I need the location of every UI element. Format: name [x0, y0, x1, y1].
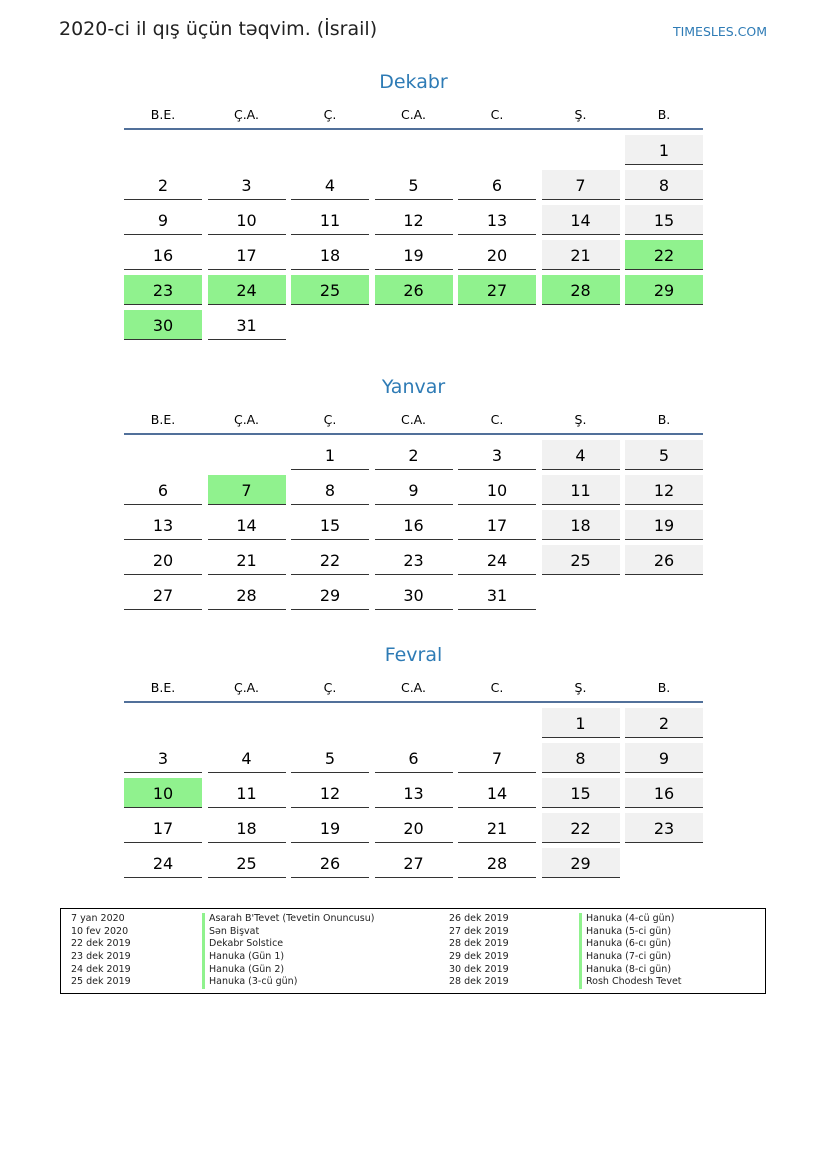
legend-holiday-name: Hanuka (4-cü gün) [579, 913, 682, 926]
day-cell: 29 [291, 580, 369, 610]
day-cell: 10 [124, 778, 202, 808]
day-cell: 20 [458, 240, 536, 270]
holiday-legend [60, 908, 766, 994]
day-cell: 28 [458, 848, 536, 878]
day-cell: 15 [542, 778, 620, 808]
weekday-label: C.A. [400, 680, 426, 695]
legend-holiday-name: Sən Bişvat [202, 926, 375, 939]
days-grid [124, 440, 703, 610]
legend-dates-right [449, 913, 509, 989]
weekday-label: Ç. [323, 680, 337, 695]
day-cell: 5 [625, 440, 703, 470]
day-cell: 15 [291, 510, 369, 540]
day-cell: 1 [542, 708, 620, 738]
day-cell: 9 [625, 743, 703, 773]
day-cell: 7 [208, 475, 286, 505]
day-cell: 24 [458, 545, 536, 575]
legend-date: 25 dek 2019 [71, 976, 131, 988]
day-cell: 3 [208, 170, 286, 200]
legend-holiday-name: Hanuka (Gün 1) [202, 951, 375, 964]
empty-cell [124, 135, 202, 165]
day-cell: 2 [124, 170, 202, 200]
day-cell: 13 [124, 510, 202, 540]
day-cell: 27 [124, 580, 202, 610]
weekday-header [124, 679, 703, 703]
day-cell: 27 [375, 848, 453, 878]
day-cell: 20 [375, 813, 453, 843]
legend-date: 10 fev 2020 [71, 925, 129, 937]
day-cell: 25 [542, 545, 620, 575]
weekday-label: Ç. [323, 412, 337, 427]
legend-holiday-name: Hanuka (Gün 2) [202, 964, 375, 977]
day-cell: 31 [458, 580, 536, 610]
weekday-header [124, 106, 703, 130]
day-cell: 7 [458, 743, 536, 773]
weekday-label: Ç.A. [233, 412, 259, 427]
legend-holiday-name: Hanuka (5-ci gün) [579, 926, 682, 939]
legend-holiday-name: Hanuka (6-cı gün) [579, 938, 682, 951]
day-cell: 29 [625, 275, 703, 305]
legend-date: 24 dek 2019 [71, 963, 131, 975]
empty-cell [375, 708, 453, 738]
day-cell: 2 [625, 708, 703, 738]
day-cell: 16 [375, 510, 453, 540]
day-cell: 11 [208, 778, 286, 808]
legend-dates-left [71, 913, 131, 989]
day-cell: 18 [208, 813, 286, 843]
month-title: Yanvar [381, 376, 446, 398]
day-cell: 16 [625, 778, 703, 808]
weekday-label: B.E. [150, 680, 176, 695]
day-cell: 20 [124, 545, 202, 575]
day-cell: 12 [375, 205, 453, 235]
legend-holiday-name: Dekabr Solstice [202, 938, 375, 951]
weekday-label: B.E. [150, 107, 176, 122]
day-cell: 27 [458, 275, 536, 305]
day-cell: 13 [375, 778, 453, 808]
weekday-label: B. [657, 412, 671, 427]
day-cell: 12 [625, 475, 703, 505]
legend-holiday-name: Hanuka (7-ci gün) [579, 951, 682, 964]
empty-cell [208, 440, 286, 470]
day-cell: 23 [375, 545, 453, 575]
day-cell: 22 [291, 545, 369, 575]
weekday-label: C.A. [400, 107, 426, 122]
legend-date: 22 dek 2019 [71, 938, 131, 950]
day-cell: 24 [124, 848, 202, 878]
day-cell: 9 [124, 205, 202, 235]
legend-date: 26 dek 2019 [449, 913, 509, 924]
empty-cell [291, 708, 369, 738]
empty-cell [375, 135, 453, 165]
day-cell: 19 [625, 510, 703, 540]
day-cell: 14 [208, 510, 286, 540]
legend-date: 28 dek 2019 [449, 976, 509, 988]
empty-cell [458, 708, 536, 738]
day-cell: 3 [124, 743, 202, 773]
weekday-label: Ş. [574, 680, 587, 695]
legend-date: 23 dek 2019 [71, 951, 131, 963]
weekday-label: B.E. [150, 412, 176, 427]
weekday-label: B. [657, 107, 671, 122]
weekday-label: Ş. [574, 412, 587, 427]
legend-date: 7 yan 2020 [71, 913, 125, 924]
day-cell: 17 [208, 240, 286, 270]
legend-date: 27 dek 2019 [449, 925, 509, 937]
legend-date: 30 dek 2019 [449, 963, 509, 975]
day-cell: 1 [625, 135, 703, 165]
page-title: 2020-ci il qış üçün təqvim. (İsrail) [59, 18, 378, 40]
month-title: Dekabr [379, 71, 448, 93]
day-cell: 30 [375, 580, 453, 610]
day-cell: 28 [208, 580, 286, 610]
day-cell: 21 [208, 545, 286, 575]
day-cell: 14 [458, 778, 536, 808]
month-december [124, 70, 703, 340]
day-cell: 10 [458, 475, 536, 505]
empty-cell [124, 440, 202, 470]
weekday-header [124, 411, 703, 435]
month-title: Fevral [384, 644, 443, 666]
day-cell: 22 [542, 813, 620, 843]
day-cell: 23 [124, 275, 202, 305]
weekday-label: Ç.A. [233, 107, 259, 122]
day-cell: 30 [124, 310, 202, 340]
month-february [124, 643, 703, 878]
day-cell: 5 [375, 170, 453, 200]
weekday-label: C.A. [400, 412, 426, 427]
legend-date: 29 dek 2019 [449, 951, 509, 963]
days-grid [124, 708, 703, 878]
day-cell: 16 [124, 240, 202, 270]
day-cell: 24 [208, 275, 286, 305]
day-cell: 17 [124, 813, 202, 843]
day-cell: 7 [542, 170, 620, 200]
day-cell: 14 [542, 205, 620, 235]
legend-holiday-name: Hanuka (3-cü gün) [202, 976, 375, 989]
day-cell: 21 [542, 240, 620, 270]
empty-cell [291, 135, 369, 165]
empty-cell [208, 135, 286, 165]
month-january [124, 375, 703, 610]
day-cell: 9 [375, 475, 453, 505]
day-cell: 4 [291, 170, 369, 200]
day-cell: 17 [458, 510, 536, 540]
day-cell: 25 [208, 848, 286, 878]
day-cell: 13 [458, 205, 536, 235]
day-cell: 18 [542, 510, 620, 540]
legend-names-left [202, 913, 375, 989]
day-cell: 11 [542, 475, 620, 505]
day-cell: 25 [291, 275, 369, 305]
day-cell: 3 [458, 440, 536, 470]
day-cell: 29 [542, 848, 620, 878]
day-cell: 19 [375, 240, 453, 270]
legend-date: 28 dek 2019 [449, 938, 509, 950]
empty-cell [208, 708, 286, 738]
day-cell: 4 [542, 440, 620, 470]
day-cell: 6 [124, 475, 202, 505]
weekday-label: Ç.A. [233, 680, 259, 695]
legend-holiday-name: Rosh Chodesh Tevet [579, 976, 682, 989]
day-cell: 8 [291, 475, 369, 505]
day-cell: 19 [291, 813, 369, 843]
empty-cell [124, 708, 202, 738]
day-cell: 11 [291, 205, 369, 235]
day-cell: 8 [625, 170, 703, 200]
day-cell: 22 [625, 240, 703, 270]
day-cell: 26 [291, 848, 369, 878]
weekday-label: B. [657, 680, 671, 695]
day-cell: 18 [291, 240, 369, 270]
day-cell: 21 [458, 813, 536, 843]
day-cell: 12 [291, 778, 369, 808]
weekday-label: C. [490, 412, 504, 427]
day-cell: 26 [625, 545, 703, 575]
day-cell: 5 [291, 743, 369, 773]
weekday-label: C. [490, 680, 504, 695]
day-cell: 6 [375, 743, 453, 773]
legend-names-right [579, 913, 682, 989]
day-cell: 2 [375, 440, 453, 470]
day-cell: 10 [208, 205, 286, 235]
day-cell: 31 [208, 310, 286, 340]
day-cell: 23 [625, 813, 703, 843]
legend-holiday-name: Asarah B'Tevet (Tevetin Onuncusu) [202, 913, 375, 926]
empty-cell [458, 135, 536, 165]
day-cell: 1 [291, 440, 369, 470]
weekday-label: C. [490, 107, 504, 122]
day-cell: 28 [542, 275, 620, 305]
days-grid [124, 135, 703, 340]
day-cell: 26 [375, 275, 453, 305]
site-link[interactable]: TIMESLES.COM [672, 24, 767, 39]
empty-cell [542, 135, 620, 165]
weekday-label: Ç. [323, 107, 337, 122]
weekday-label: Ş. [574, 107, 587, 122]
day-cell: 8 [542, 743, 620, 773]
day-cell: 6 [458, 170, 536, 200]
day-cell: 15 [625, 205, 703, 235]
day-cell: 4 [208, 743, 286, 773]
legend-holiday-name: Hanuka (8-ci gün) [579, 964, 682, 977]
